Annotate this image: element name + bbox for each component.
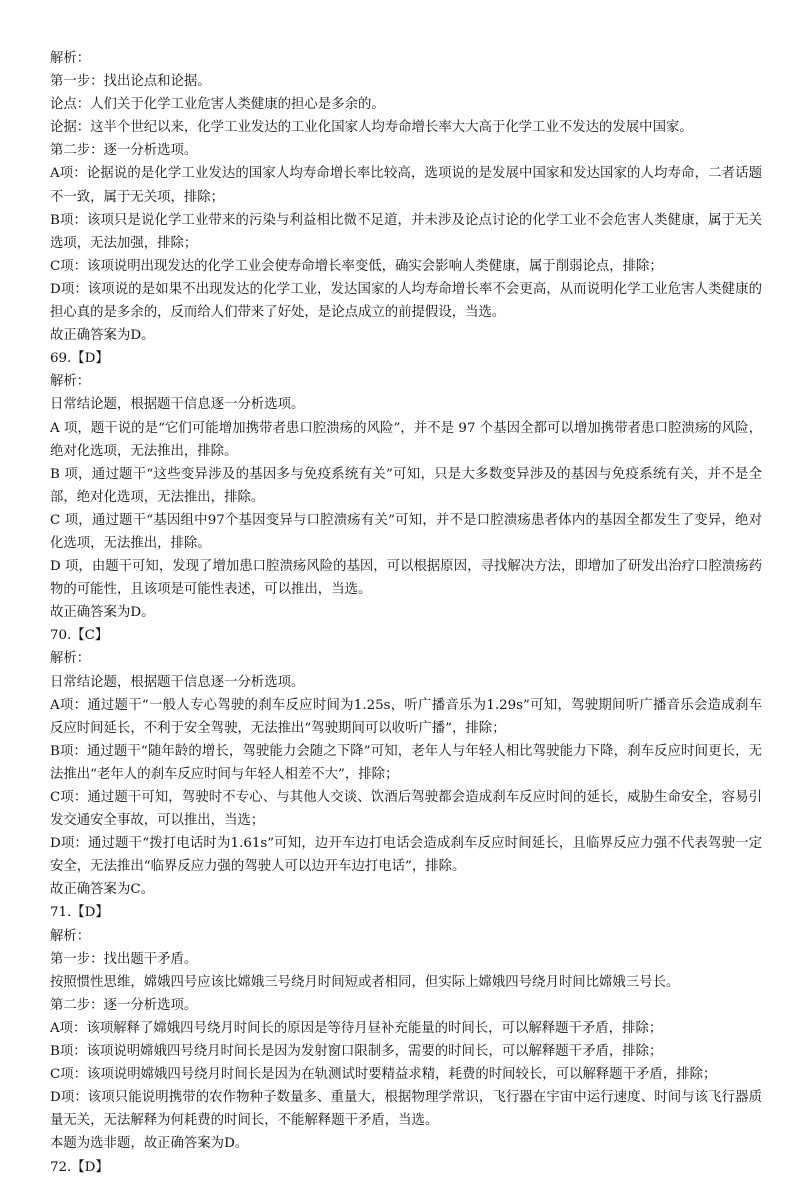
paragraph: 论点：人们关于化学工业危害人类健康的担心是多余的。 xyxy=(50,97,385,113)
paragraph: C项：通过题干可知，驾驶时不专心、与其他人交谈、饮酒后驾驶都会造成刹车反应时间的延长，威胁生命安全，容易引发交通安全事故，可以推出，当选； xyxy=(50,790,762,829)
paragraph: 解析： xyxy=(50,51,91,66)
paragraph: 解析： xyxy=(50,928,91,944)
paragraph: 故正确答案为D。 xyxy=(50,328,155,344)
paragraph: A项：通过题干“一般人专心驾驶的刹车反应时间为1.25s，听广播音乐为1.29s”可知，驾驶期间听广播音乐会造成刹车反应时间延长，不利于安全驾驶，无法推出“驾驶期间可以收听广播”，排除； xyxy=(50,697,762,736)
paragraph: B 项，通过题干“这些变异涉及的基因多与免疫系统有关”可知，只是大多数变异涉及的基因与免疫系统有关，并不是全部，绝对化选项，无法推出，排除。 xyxy=(50,466,762,505)
paragraph: D项：该项说的是如果不出现发达的化学工业，发达国家的人均寿命增长率不会更高，从而说明化学工业危害人类健康的担心真的是多余的，反而给人们带来了好处，是论点成立的前提假设，当选。 xyxy=(50,281,762,321)
paragraph: 第二步：逐一分析选项。 xyxy=(50,143,198,159)
question-answer-heading: 71.【D】 xyxy=(50,905,109,921)
paragraph: D 项，由题干可知，发现了增加患口腔溃疡风险的基因，可以根据原因，寻找解决方法，即增加了研发出治疗口腔溃疡药物的可能性，且该项是可能性表述，可以推出，当选。 xyxy=(50,559,762,598)
paragraph: 第二步：逐一分析选项。 xyxy=(50,997,198,1013)
paragraph: 论据：这半个世纪以来，化学工业发达的工业化国家人均寿命增长率大大高于化学工业不发达的发展中国家。 xyxy=(50,120,693,136)
paragraph: A项：论据说的是化学工业发达的国家人均寿命增长率比较高，选项说的是发展中国家和发达国家的人均寿命，二者话题不一致，属于无关项，排除； xyxy=(50,166,762,205)
paragraph: C 项，通过题干“基因组中97个基因变异与口腔溃疡有关”可知，并不是口腔溃疡患者体内的基因全都发生了变异，绝对化选项，无法推出，排除。 xyxy=(50,512,762,551)
paragraph: D项：该项只能说明携带的农作物种子数量多、重量大，根据物理学常识，飞行器在宇宙中运行速度、时间与该飞行器质量无关，无法解释为何耗费的时间长，不能解释题干矛盾，当选。 xyxy=(50,1090,762,1129)
answer-explanation-page xyxy=(50,47,762,1179)
paragraph: 解析： xyxy=(50,651,91,667)
paragraph: 按照惯性思维，嫦娥四号应该比嫦娥三号绕月时间短或者相同，但实际上嫦娥四号绕月时间比嫦娥三号长。 xyxy=(50,974,680,990)
paragraph: A项：该项解释了嫦娥四号绕月时间长的原因是等待月昼补充能量的时间长，可以解释题干矛盾，排除； xyxy=(50,1020,663,1036)
paragraph: B项：通过题干“随年龄的增长，驾驶能力会随之下降”可知，老年人与年轻人相比驾驶能力下降，刹车反应时间更长，无法推出“老年人的刹车反应时间与年轻人相差不大”，排除； xyxy=(50,743,762,782)
paragraph: 第一步：找出论点和论据。 xyxy=(50,74,211,90)
paragraph: 故正确答案为C。 xyxy=(50,882,154,898)
paragraph: A 项，题干说的是“它们可能增加携带者患口腔溃疡的风险”，并不是 97 个基因全都可以增加携带者患口腔溃疡的风险，绝对化选项，无法推出，排除。 xyxy=(50,420,762,459)
paragraph: D项：通过题干“拨打电话时为1.61s”可知，边开车边打电话会造成刹车反应时间延长，且临界反应力强不代表驾驶一定安全，无法推出“临界反应力强的驾驶人可以边开车边打电话”，排除。 xyxy=(50,836,762,875)
question-answer-heading: 72.【D】 xyxy=(50,1159,109,1175)
question-answer-heading: 69.【D】 xyxy=(50,351,109,367)
paragraph: 解析： xyxy=(50,374,91,390)
paragraph: B项：该项说明嫦娥四号绕月时间长是因为发射窗口限制多，需要的时间长，可以解释题干矛盾，排除； xyxy=(50,1044,663,1060)
paragraph: 故正确答案为D。 xyxy=(50,605,155,621)
paragraph: C项：该项说明嫦娥四号绕月时间长是因为在轨测试时要精益求精，耗费的时间较长，可以解释题干矛盾，排除； xyxy=(50,1067,717,1083)
paragraph: 日常结论题，根据题干信息逐一分析选项。 xyxy=(50,397,305,413)
paragraph: 本题为选非题，故正确答案为D。 xyxy=(50,1136,249,1152)
paragraph: 第一步：找出题干矛盾。 xyxy=(50,951,198,967)
paragraph: B项：该项只是说化学工业带来的污染与利益相比微不足道，并未涉及论点讨论的化学工业不会危害人类健康，属于无关选项，无法加强，排除； xyxy=(50,212,762,251)
paragraph: 日常结论题，根据题干信息逐一分析选项。 xyxy=(50,674,305,690)
question-answer-heading: 70.【C】 xyxy=(50,628,109,644)
paragraph: C项：该项说明出现发达的化学工业会使寿命增长率变低，确实会影响人类健康，属于削弱论点，排除； xyxy=(50,258,663,274)
